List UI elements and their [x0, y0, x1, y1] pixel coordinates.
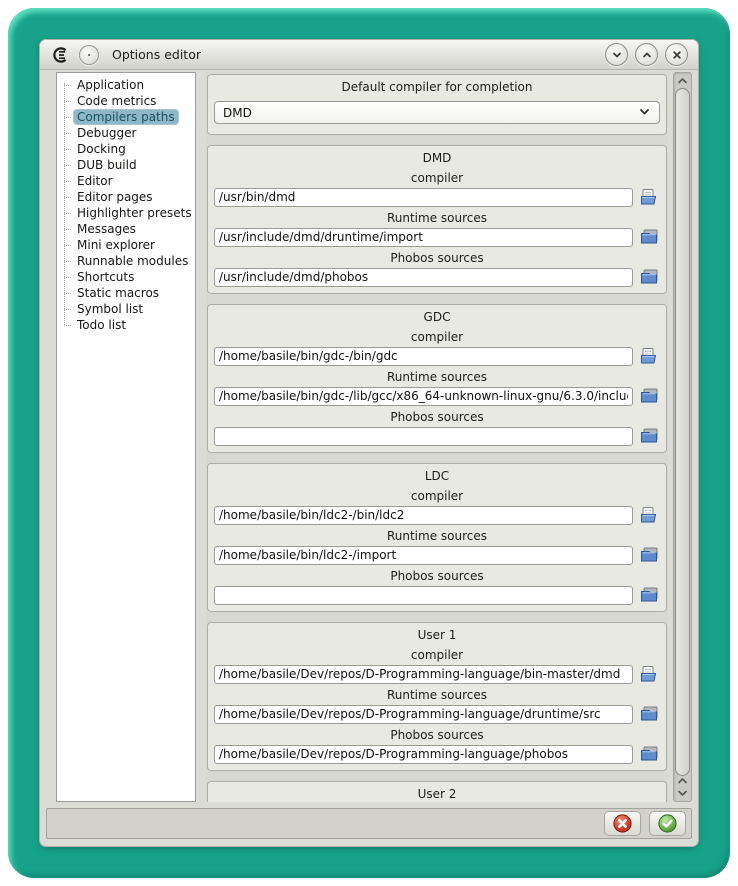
open-folder-icon — [640, 586, 659, 604]
accept-check-icon — [658, 814, 677, 833]
browse-folder-button[interactable] — [638, 426, 660, 446]
group-title: GDC — [423, 310, 451, 324]
dot-icon — [88, 54, 90, 56]
main-scrollbar[interactable] — [673, 72, 692, 802]
open-folder-icon — [640, 705, 659, 723]
field-label: Phobos sources — [390, 728, 484, 742]
field-row — [214, 704, 660, 724]
open-folder-icon — [640, 228, 659, 246]
field-row — [214, 585, 660, 605]
field-label: compiler — [410, 330, 464, 344]
group-title: Default compiler for completion — [341, 80, 533, 94]
field-label: Phobos sources — [390, 569, 484, 583]
field-row — [214, 386, 660, 406]
field-label: compiler — [410, 171, 464, 185]
default-compiler-select[interactable] — [214, 101, 660, 124]
sidebar-item-editor-pages[interactable]: Editor pages — [57, 189, 195, 205]
group-title: DMD — [422, 151, 452, 165]
field-label: Runtime sources — [386, 211, 488, 225]
field-label: Runtime sources — [386, 370, 488, 384]
close-button[interactable] — [665, 43, 688, 66]
field-label: Runtime sources — [386, 688, 488, 702]
field-label: Phobos sources — [390, 251, 484, 265]
open-folder-icon — [640, 427, 659, 445]
tree-branch — [64, 277, 71, 278]
field-row — [214, 267, 660, 287]
tree-branch — [64, 261, 71, 262]
field-label: compiler — [410, 489, 464, 503]
open-folder-icon — [640, 546, 659, 564]
browse-file-button[interactable] — [638, 505, 660, 525]
field-label: compiler — [410, 648, 464, 662]
cancel-cross-icon — [613, 814, 632, 833]
tree-branch — [64, 117, 71, 118]
tree-branch — [64, 101, 71, 102]
roll-down-button[interactable] — [605, 43, 628, 66]
tree-branch — [64, 181, 71, 182]
browse-file-button[interactable] — [638, 664, 660, 684]
sidebar-item-runnable-modules[interactable]: Runnable modules — [57, 253, 195, 269]
ldc-compiler-input[interactable] — [214, 506, 633, 525]
sidebar-item-dub-build[interactable]: DUB build — [57, 157, 195, 173]
category-list — [56, 72, 196, 802]
sidebar-item-highlighter-presets[interactable]: Highlighter presets — [57, 205, 195, 221]
sidebar-item-debugger[interactable]: Debugger — [57, 125, 195, 141]
compiler-group-user1 — [207, 622, 667, 771]
tree-branch — [64, 213, 71, 214]
sidebar-item-code-metrics[interactable]: Code metrics — [57, 93, 195, 109]
user1-runtime-sources-input[interactable] — [214, 705, 633, 724]
accept-button[interactable] — [649, 811, 686, 836]
compiler-group-user2 — [207, 781, 667, 802]
field-row — [214, 227, 660, 247]
scroll-up-button[interactable] — [674, 74, 691, 87]
dmd-phobos-sources-input[interactable] — [214, 268, 633, 287]
field-row — [214, 187, 660, 207]
sidebar-item-todo-list[interactable]: Todo list — [57, 317, 195, 333]
ldc-runtime-sources-input[interactable] — [214, 546, 633, 565]
chevron-up-icon — [677, 776, 688, 785]
browse-folder-button[interactable] — [638, 744, 660, 764]
browse-folder-button[interactable] — [638, 227, 660, 247]
window-title: Options editor — [112, 47, 201, 62]
tree-branch — [64, 293, 71, 294]
open-file-icon — [640, 665, 659, 683]
default-compiler-group — [207, 74, 667, 135]
field-row — [214, 426, 660, 446]
browse-folder-button[interactable] — [638, 267, 660, 287]
selected-option: DMD — [223, 105, 252, 120]
tree-branch — [64, 133, 71, 134]
field-row — [214, 545, 660, 565]
app-logo-icon — [50, 45, 70, 65]
dialog-button-bar — [46, 808, 692, 839]
group-title: User 1 — [417, 628, 457, 642]
group-title: LDC — [424, 469, 450, 483]
sidebar-item-compilers-paths[interactable]: Compilers paths — [57, 109, 195, 125]
browse-file-button[interactable] — [638, 346, 660, 366]
tree-branch — [64, 245, 71, 246]
open-folder-icon — [640, 387, 659, 405]
gdc-runtime-sources-input[interactable] — [214, 387, 633, 406]
sidebar-item-application[interactable]: Application — [57, 77, 195, 93]
cancel-button[interactable] — [604, 811, 641, 836]
sidebar-item-shortcuts[interactable]: Shortcuts — [57, 269, 195, 285]
compilers-paths-panel — [206, 72, 668, 802]
browse-folder-button[interactable] — [638, 545, 660, 565]
options-editor-window — [40, 40, 698, 846]
close-icon — [671, 49, 683, 61]
field-row — [214, 505, 660, 525]
open-file-icon — [640, 506, 659, 524]
titlebar-buttons — [605, 43, 688, 66]
scroll-down-button[interactable] — [674, 787, 691, 800]
dmd-compiler-input[interactable] — [214, 188, 633, 207]
open-file-icon — [640, 188, 659, 206]
group-title: User 2 — [417, 787, 457, 801]
compiler-group-dmd — [207, 145, 667, 294]
sidebar-item-messages[interactable]: Messages — [57, 221, 195, 237]
sidebar-item-mini-explorer[interactable]: Mini explorer — [57, 237, 195, 253]
tree-branch — [64, 229, 71, 230]
chevron-down-icon — [677, 789, 688, 798]
chevron-up-icon — [641, 49, 653, 61]
chevron-up-icon — [677, 76, 688, 85]
sidebar-item-editor[interactable]: Editor — [57, 173, 195, 189]
tree-branch — [64, 85, 71, 86]
sidebar-item-docking[interactable]: Docking — [57, 141, 195, 157]
sidebar-item-symbol-list[interactable]: Symbol list — [57, 301, 195, 317]
user1-compiler-input[interactable] — [214, 665, 633, 684]
field-row — [214, 664, 660, 684]
chevron-down-icon — [638, 105, 651, 121]
open-folder-icon — [640, 745, 659, 763]
compiler-group-gdc — [207, 304, 667, 453]
field-row — [214, 346, 660, 366]
ldc-phobos-sources-input[interactable] — [214, 586, 633, 605]
roll-up-button[interactable] — [635, 43, 658, 66]
tree-branch — [64, 197, 71, 198]
gdc-compiler-input[interactable] — [214, 347, 633, 366]
tree-branch — [64, 149, 71, 150]
window-menu-button[interactable] — [79, 45, 99, 65]
browse-folder-button[interactable] — [638, 704, 660, 724]
dmd-runtime-sources-input[interactable] — [214, 228, 633, 247]
browse-file-button[interactable] — [638, 187, 660, 207]
field-row — [214, 744, 660, 764]
scrollbar-thumb[interactable] — [675, 88, 690, 776]
scroll-up-button-secondary[interactable] — [674, 774, 691, 787]
tree-branch — [64, 165, 71, 166]
tree-branch — [64, 325, 71, 326]
compiler-group-ldc — [207, 463, 667, 612]
tree-branch — [64, 309, 71, 310]
open-folder-icon — [640, 268, 659, 286]
user1-phobos-sources-input[interactable] — [214, 745, 633, 764]
chevron-down-icon — [611, 49, 623, 61]
sidebar-item-static-macros[interactable]: Static macros — [57, 285, 195, 301]
titlebar[interactable] — [40, 40, 698, 70]
open-file-icon — [640, 347, 659, 365]
gdc-phobos-sources-input[interactable] — [214, 427, 633, 446]
field-label: Runtime sources — [386, 529, 488, 543]
browse-folder-button[interactable] — [638, 585, 660, 605]
browse-folder-button[interactable] — [638, 386, 660, 406]
field-label: Phobos sources — [390, 410, 484, 424]
